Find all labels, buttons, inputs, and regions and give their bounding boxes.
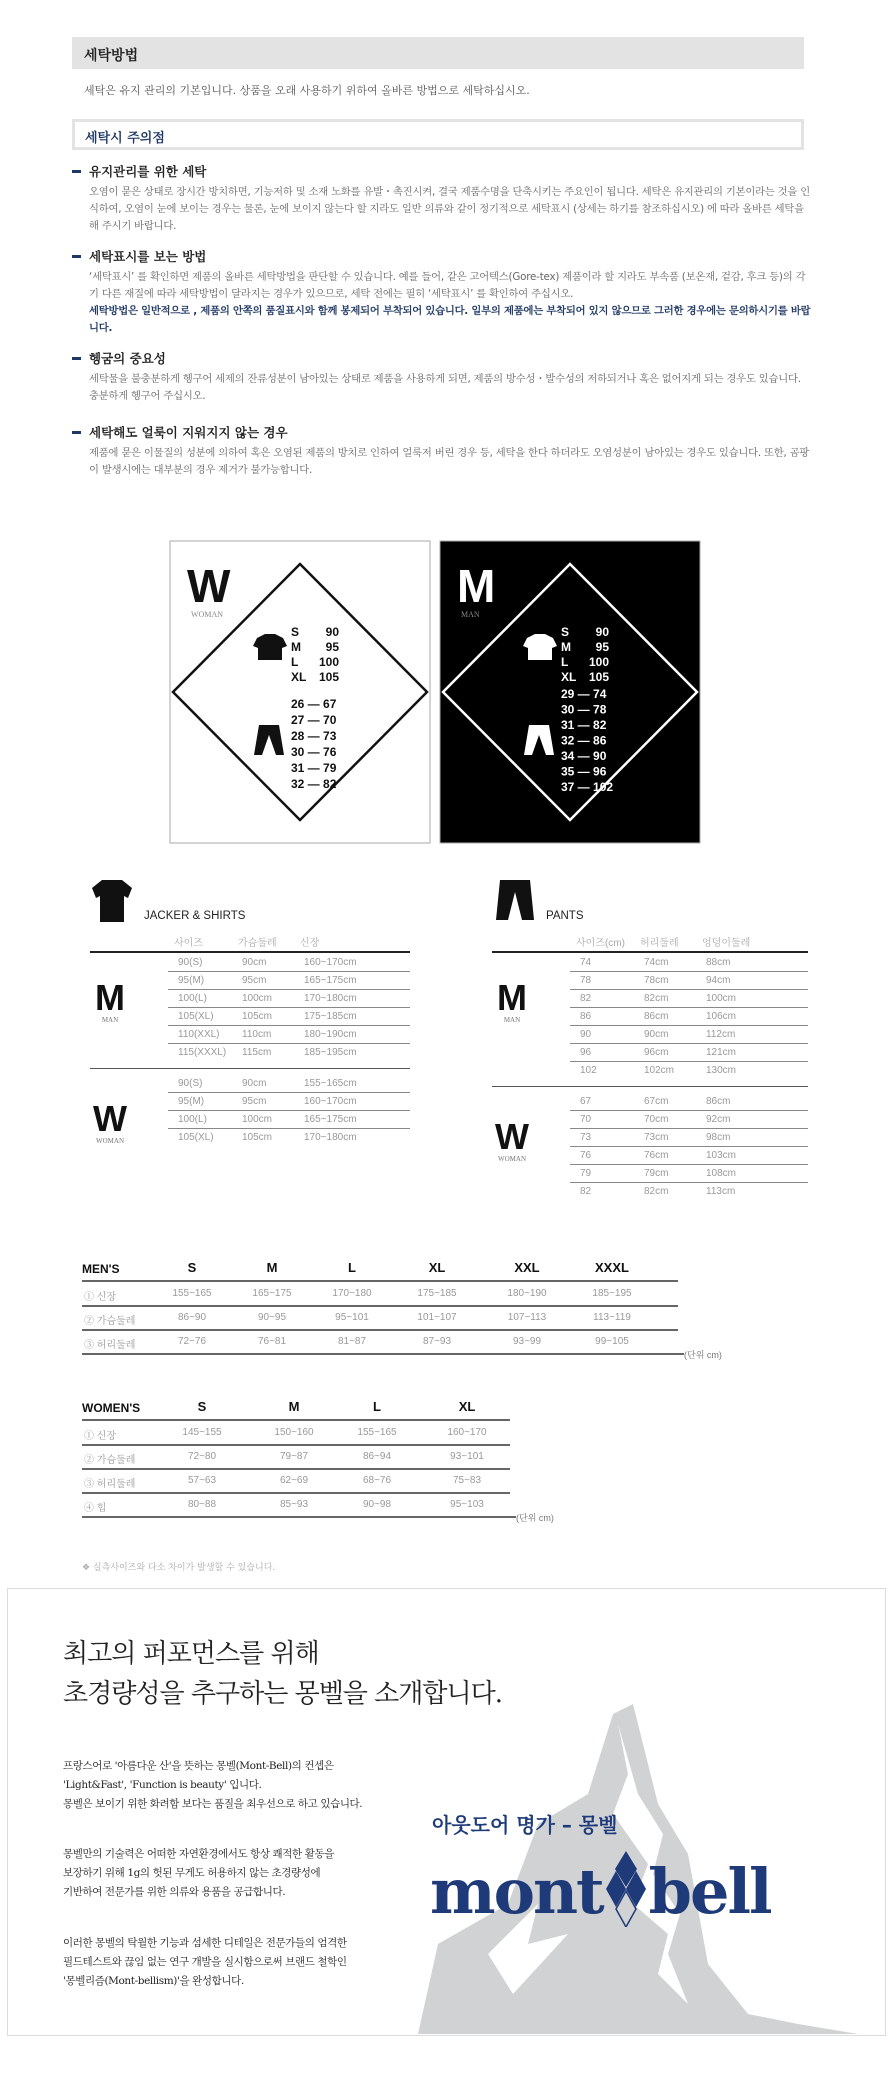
table-row (570, 990, 808, 1008)
row-label: ④ 힙 (84, 1503, 107, 1514)
table-cell: 185~195 (592, 1288, 632, 1299)
table-cell: 145~155 (182, 1427, 222, 1438)
table-cell: 100cm (242, 1114, 273, 1125)
table-cell: 76~81 (257, 1336, 287, 1347)
woman-size-diamond (169, 540, 431, 844)
table-cell: 107~113 (507, 1312, 547, 1323)
header-divider (492, 951, 808, 953)
table-cell: 115cm (242, 1047, 272, 1058)
table-row (570, 1129, 808, 1147)
table-cell: 92cm (706, 1114, 731, 1125)
man-gender-mark (494, 977, 530, 1024)
headline-line-2: 초경량성을 추구하는 몽벨을 소개합니다. (63, 1679, 503, 1709)
table-cell: 82 (580, 1186, 592, 1197)
shirt-icon (253, 634, 287, 660)
table-row (570, 1183, 808, 1201)
table-cell: 95(M) (178, 975, 205, 986)
table-cell: 78 (580, 975, 592, 986)
paragraph-line: 기반하여 전문가를 위한 의류와 용품을 공급합니다. (63, 1886, 286, 1898)
table-cell: 95~101 (335, 1312, 369, 1323)
table-row (168, 1008, 410, 1026)
section-maintenance (72, 162, 812, 235)
gender-label: MAN (503, 1016, 521, 1024)
section-care-label (72, 247, 812, 337)
paragraph-line: 몽벨만의 기술력은 어떠한 자연환경에서도 항상 쾌적한 활동을 (63, 1848, 334, 1860)
section-rinsing (72, 349, 812, 405)
size-note: ❖ 실측사이즈와 다소 차이가 발생할 수 있습니다. (82, 1563, 276, 1573)
table-cell: 90~98 (362, 1499, 392, 1510)
table-cell: 74cm (644, 957, 669, 968)
table-cell: 72~76 (177, 1336, 207, 1347)
size-header: M (288, 1399, 300, 1414)
table-cell: 110cm (242, 1029, 272, 1040)
pants-size-row: 31 — 82 (561, 718, 607, 732)
table-cell: 86cm (644, 1011, 669, 1022)
table-row (570, 972, 808, 990)
table-cell: 73cm (644, 1132, 669, 1143)
top-size-label: XL (291, 670, 307, 684)
table-cell: 80~88 (187, 1499, 217, 1510)
brand-slogan: 아웃도어 명가 – 몽벨 (432, 1813, 618, 1837)
table-cell: 82 (580, 993, 592, 1004)
header-divider (90, 951, 410, 953)
pants-size-row: 31 — 79 (291, 761, 337, 775)
table-cell: 57~63 (187, 1475, 217, 1486)
jacket-size-table (90, 876, 410, 1166)
column-header: 허리둘레 (640, 938, 679, 949)
size-header: L (348, 1260, 356, 1275)
table-cell: 99~105 (595, 1336, 629, 1347)
table-cell: 185~195cm (304, 1047, 357, 1058)
paragraph-line: 'Light&Fast', 'Function is beauty' 입니다. (63, 1779, 262, 1791)
logo-text-left: mont (430, 1855, 603, 1928)
section-text: 제품에 묻은 이물질의 성분에 의하여 혹은 오염된 제품의 방치로 인하여 얼룩저 버린 경우 등, 세탁을 한다 하더라도 오염성분이 남아있는 경우도 있습니다. 또한, 곰팡이 발생시에는 대부분의 경우 제거가 불가능합니다. (89, 447, 810, 476)
size-header: XXL (514, 1260, 540, 1275)
row-divider (82, 1516, 516, 1518)
woman-gender-mark (92, 1098, 128, 1145)
dash-icon (72, 431, 81, 434)
table-cell: 90cm (644, 1029, 669, 1040)
man-size-diamond (439, 540, 701, 844)
table-cell: 75~83 (452, 1475, 482, 1486)
table-cell: 170~180cm (304, 993, 357, 1004)
gender-letter: M (457, 560, 496, 612)
paragraph-line: 몽벨은 보이기 위한 화려함 보다는 품질을 최우선으로 하고 있습니다. (63, 1798, 363, 1810)
column-header: 신장 (300, 938, 320, 949)
table-cell: 170~180cm (304, 1132, 357, 1143)
size-header: XL (428, 1260, 446, 1275)
pants-size-row: 35 — 96 (561, 764, 607, 779)
section-heading: 세탁해도 얼룩이 지워지지 않는 경우 (89, 425, 288, 440)
table-title: PANTS (546, 910, 584, 922)
top-size-value: 95 (325, 640, 339, 654)
pants-size-row: 32 — 86 (561, 733, 607, 748)
paragraph-line: 프랑스어로 '아름다운 산'을 뜻하는 몽벨(Mont-Bell)의 컨셉은 (63, 1760, 334, 1772)
top-size-label: L (291, 655, 299, 669)
size-header: S (197, 1399, 207, 1414)
woman-gender-mark (494, 1116, 530, 1163)
paragraph-line: 이러한 몽벨의 탁월한 기능과 섬세한 디테일은 전문가들의 엄격한 (63, 1937, 347, 1949)
table-row (570, 1062, 808, 1080)
top-size-label: L (561, 655, 569, 669)
paragraph-line: 보장하기 위해 1g의 헛된 무게도 허용하지 않는 초경량성에 (63, 1867, 321, 1879)
dash-icon (72, 255, 81, 258)
gender-letter: W (495, 1116, 529, 1157)
table-cell: 93~101 (450, 1451, 484, 1462)
man-gender-mark (92, 977, 128, 1024)
table-cell: 112cm (706, 1029, 736, 1040)
table-cell: 108cm (706, 1168, 737, 1179)
table-cell: 86cm (706, 1096, 731, 1107)
table-cell: 101~107 (417, 1312, 457, 1323)
table-cell: 70cm (644, 1114, 669, 1125)
top-size-label: S (561, 625, 570, 639)
row-divider (82, 1444, 510, 1446)
dash-icon (72, 357, 81, 360)
table-cell: 74 (580, 957, 592, 968)
table-cell: 79 (580, 1168, 592, 1179)
gender-label: WOMAN (96, 1137, 124, 1145)
page-title: 세탁방법 (72, 37, 804, 69)
pants-icon (492, 880, 536, 922)
table-cell: 86~94 (362, 1451, 392, 1462)
table-cell: 95(M) (178, 1096, 205, 1107)
table-cell: 100cm (706, 993, 737, 1004)
table-cell: 100cm (242, 993, 273, 1004)
brand-paragraph (63, 1845, 334, 1902)
section-heading: 세탁표시를 보는 방법 (89, 249, 207, 264)
table-cell: 76 (580, 1150, 592, 1161)
top-size-label: S (291, 625, 300, 639)
table-cell: 85~93 (279, 1499, 309, 1510)
gender-letter: W (187, 560, 231, 612)
table-row (168, 1093, 410, 1111)
table-cell: 180~190cm (304, 1029, 357, 1040)
size-header: L (373, 1399, 381, 1414)
table-row (168, 1075, 410, 1093)
table-row (570, 1111, 808, 1129)
section-highlight: 세탁방법은 일반적으로 , 제품의 안쪽의 품질표시와 함께 봉제되어 부착되어 있습니다. 일부의 제품에는 부착되어 있지 않으므로 그러한 경우에는 문의하시기를 바랍니다. (89, 305, 811, 334)
top-size-label: M (291, 640, 301, 654)
table-cell: 90(S) (178, 1078, 203, 1089)
table-cell: 72~80 (187, 1451, 217, 1462)
table-row (168, 972, 410, 990)
row-divider (82, 1468, 510, 1470)
top-size-value: 105 (318, 670, 339, 684)
top-size-value: 90 (325, 625, 339, 639)
table-cell: 70 (580, 1114, 592, 1125)
header-divider (82, 1280, 678, 1282)
table-row (570, 1165, 808, 1183)
shirt-icon (523, 634, 557, 660)
table-title: JACKER & SHIRTS (144, 910, 246, 922)
table-cell: 81~87 (337, 1336, 367, 1347)
chart-title: WOMEN'S (82, 1401, 141, 1415)
table-cell: 155~165 (172, 1288, 212, 1299)
top-size-value: 95 (595, 640, 609, 654)
logo-text-right: bell (648, 1855, 771, 1928)
size-header: XXXL (595, 1260, 629, 1275)
section-text: 오염이 묻은 상태로 장시간 방치하면, 기능저하 및 소재 노화를 유발・촉진시켜, 결국 제품수명을 단축시키는 주요인이 됩니다. 세탁은 유지관리의 기본이라는 것을 인식하여, 오염이 눈에 보이는 경우는 물론, 눈에 보이지 않는다 할 지라도 일반 의류와 같이 정기적으로 세탁표시 (상세는 하기를 참조하십시오) 에 따라 올바른 세탁을 해 주시기 바랍니다. (89, 186, 810, 232)
unit-label: (단위 cm) (684, 1350, 722, 1360)
table-cell: 67 (580, 1096, 592, 1107)
table-cell: 93~99 (512, 1336, 542, 1347)
table-cell: 98cm (706, 1132, 731, 1143)
gender-letter: W (93, 1098, 127, 1139)
table-cell: 160~170cm (304, 957, 357, 968)
table-cell: 73 (580, 1132, 592, 1143)
montbell-logo (430, 1851, 771, 1928)
table-cell: 160~170cm (304, 1096, 357, 1107)
gender-letter: M (95, 977, 125, 1018)
table-cell: 100(L) (178, 993, 207, 1004)
table-cell: 102cm (644, 1065, 675, 1076)
table-cell: 180~190 (507, 1288, 547, 1299)
table-cell: 105(XL) (178, 1011, 214, 1022)
table-cell: 155~165 (357, 1427, 397, 1438)
paragraph-line: '몽벨리즘(Mont-bellism)'을 완성합니다. (63, 1975, 244, 1987)
table-cell: 67cm (644, 1096, 669, 1107)
table-cell: 105cm (242, 1132, 273, 1143)
table-cell: 100(L) (178, 1114, 207, 1125)
table-cell: 106cm (706, 1011, 737, 1022)
row-label: ① 신장 (84, 1292, 117, 1303)
column-header: 사이즈 (174, 938, 203, 949)
row-label: ② 가슴둘레 (84, 1316, 136, 1327)
brand-paragraph (63, 1934, 347, 1991)
pants-size-row: 34 — 90 (561, 749, 607, 763)
section-text: 세탁물을 불충분하게 헹구어 세제의 잔류성분이 남아있는 상태로 제품을 사용하게 되면, 제품의 방수성・발수성의 저하되거나 혹은 없어지게 되는 경우도 있습니다. 충분하게 헹구어 주십시오. (89, 373, 801, 402)
row-divider (82, 1329, 678, 1331)
table-cell: 165~175cm (304, 1114, 357, 1125)
shirt-icon (90, 880, 134, 922)
table-row (168, 1111, 410, 1129)
pants-size-row: 28 — 73 (291, 729, 337, 743)
table-row (168, 1026, 410, 1044)
header-divider (82, 1419, 510, 1421)
top-size-value: 105 (588, 670, 609, 684)
pants-size-row: 30 — 76 (291, 745, 337, 759)
table-cell: 113~119 (593, 1312, 631, 1323)
table-cell: 121cm (706, 1047, 737, 1058)
section-heading: 헹굼의 중요성 (89, 351, 166, 366)
table-cell: 82cm (644, 1186, 669, 1197)
table-cell: 113cm (706, 1186, 736, 1197)
table-cell: 79cm (644, 1168, 669, 1179)
top-size-label: M (561, 640, 571, 654)
group-divider (492, 1086, 808, 1087)
table-cell: 155~165cm (304, 1078, 357, 1089)
table-cell: 90 (580, 1029, 592, 1040)
table-row (168, 990, 410, 1008)
table-cell: 95~103 (450, 1499, 484, 1510)
column-header: 가슴둘레 (238, 938, 277, 949)
section-stains (72, 423, 812, 479)
pants-size-table (492, 876, 808, 1216)
table-row (168, 1044, 410, 1062)
row-divider (82, 1353, 684, 1355)
gender-label: MAN (461, 610, 480, 619)
table-cell: 170~180 (332, 1288, 372, 1299)
table-cell: 90cm (242, 957, 267, 968)
table-row (168, 1129, 410, 1147)
table-cell: 88cm (706, 957, 731, 968)
intro-text: 세탁은 유지 관리의 기본입니다. 상품을 오래 사용하기 위하여 올바른 방법으로 세탁하십시오. (84, 84, 530, 97)
table-cell: 82cm (644, 993, 669, 1004)
womens-size-chart (82, 1397, 642, 1537)
table-cell: 115(XXXL) (178, 1047, 227, 1058)
pants-size-row: 32 — 82 (291, 777, 337, 791)
table-cell: 165~175 (252, 1288, 292, 1299)
table-row (570, 1147, 808, 1165)
table-cell: 110(XXL) (178, 1029, 220, 1040)
section-text: ‘세탁표시’ 를 확인하면 제품의 올바른 세탁방법을 판단할 수 있습니다. 예를 들어, 같은 고어텍스(Gore-tex) 제품이라 할 지라도 부속품 (보온재, 겉감, 후크 등)의 각기 다른 재질에 따라 세탁방법이 달라지는 경우가 있으므로, 세탁 전에는 필히 ‘세탁표시’ 를 확인하여 주십시오. (89, 271, 806, 300)
table-cell: 90cm (242, 1078, 267, 1089)
table-cell: 105cm (242, 1011, 273, 1022)
table-cell: 165~175cm (304, 975, 357, 986)
table-cell: 76cm (644, 1150, 669, 1161)
mens-size-chart (82, 1258, 822, 1378)
column-header: 엉덩이둘레 (702, 938, 751, 949)
table-cell: 90(S) (178, 957, 203, 968)
gender-label: WOMAN (498, 1155, 526, 1163)
size-header: M (266, 1260, 278, 1275)
table-cell: 102 (580, 1065, 597, 1076)
table-row (570, 1026, 808, 1044)
table-row (570, 1008, 808, 1026)
paragraph-line: 필드테스트와 끊임 없는 연구 개발을 실시함으로써 브랜드 철학인 (63, 1956, 347, 1968)
table-cell: 86~90 (177, 1312, 207, 1323)
row-label: ③ 허리둘레 (84, 1340, 136, 1351)
table-cell: 96 (580, 1047, 592, 1058)
table-cell: 160~170 (447, 1427, 487, 1438)
table-cell: 103cm (706, 1150, 737, 1161)
row-label: ② 가슴둘레 (84, 1455, 136, 1466)
dash-icon (72, 170, 81, 173)
table-row (570, 954, 808, 972)
row-label: ① 신장 (84, 1431, 117, 1442)
section-title-box: 세탁시 주의점 (72, 119, 804, 150)
table-cell: 79~87 (279, 1451, 309, 1462)
table-cell: 90~95 (257, 1312, 287, 1323)
top-size-value: 100 (588, 655, 609, 669)
row-divider (82, 1492, 510, 1494)
table-cell: 150~160 (274, 1427, 314, 1438)
chart-title: MEN'S (82, 1262, 120, 1276)
top-size-value: 90 (595, 625, 609, 639)
row-divider (82, 1305, 678, 1307)
pants-size-row: 30 — 78 (561, 702, 607, 717)
table-cell: 95cm (242, 975, 267, 986)
table-cell: 62~69 (279, 1475, 309, 1486)
pants-size-row: 37 — 102 (561, 780, 614, 794)
pants-size-row: 27 — 70 (291, 713, 337, 727)
column-header: 사이즈(cm) (576, 938, 625, 949)
gender-label: MAN (101, 1016, 119, 1024)
table-row (570, 1044, 808, 1062)
brand-intro-banner (7, 1588, 886, 2036)
top-size-label: XL (561, 670, 577, 684)
table-cell: 87~93 (422, 1336, 452, 1347)
table-row (570, 1093, 808, 1111)
gender-label: WOMAN (191, 610, 223, 619)
table-cell: 175~185cm (304, 1011, 357, 1022)
table-cell: 94cm (706, 975, 731, 986)
table-cell: 78cm (644, 975, 669, 986)
table-cell: 86 (580, 1011, 592, 1022)
pants-size-row: 26 — 67 (291, 697, 337, 711)
table-row (168, 954, 410, 972)
group-divider (90, 1068, 410, 1069)
pants-size-row: 29 — 74 (561, 687, 607, 701)
table-cell: 130cm (706, 1065, 737, 1076)
table-cell: 68~76 (362, 1475, 392, 1486)
headline-line-1: 최고의 퍼포먼스를 위해 (63, 1639, 319, 1669)
section-heading: 유지관리를 위한 세탁 (89, 164, 207, 179)
top-size-value: 100 (318, 655, 339, 669)
table-cell: 105(XL) (178, 1132, 214, 1143)
table-cell: 175~185 (417, 1288, 457, 1299)
table-cell: 96cm (644, 1047, 669, 1058)
size-header: XL (458, 1399, 476, 1414)
brand-paragraph (63, 1757, 362, 1814)
unit-label: (단위 cm) (516, 1513, 554, 1523)
row-label: ③ 허리둘레 (84, 1479, 136, 1490)
diamond-logo-icon (605, 1851, 647, 1927)
size-header: S (187, 1260, 197, 1275)
gender-letter: M (497, 977, 527, 1018)
table-cell: 95cm (242, 1096, 267, 1107)
